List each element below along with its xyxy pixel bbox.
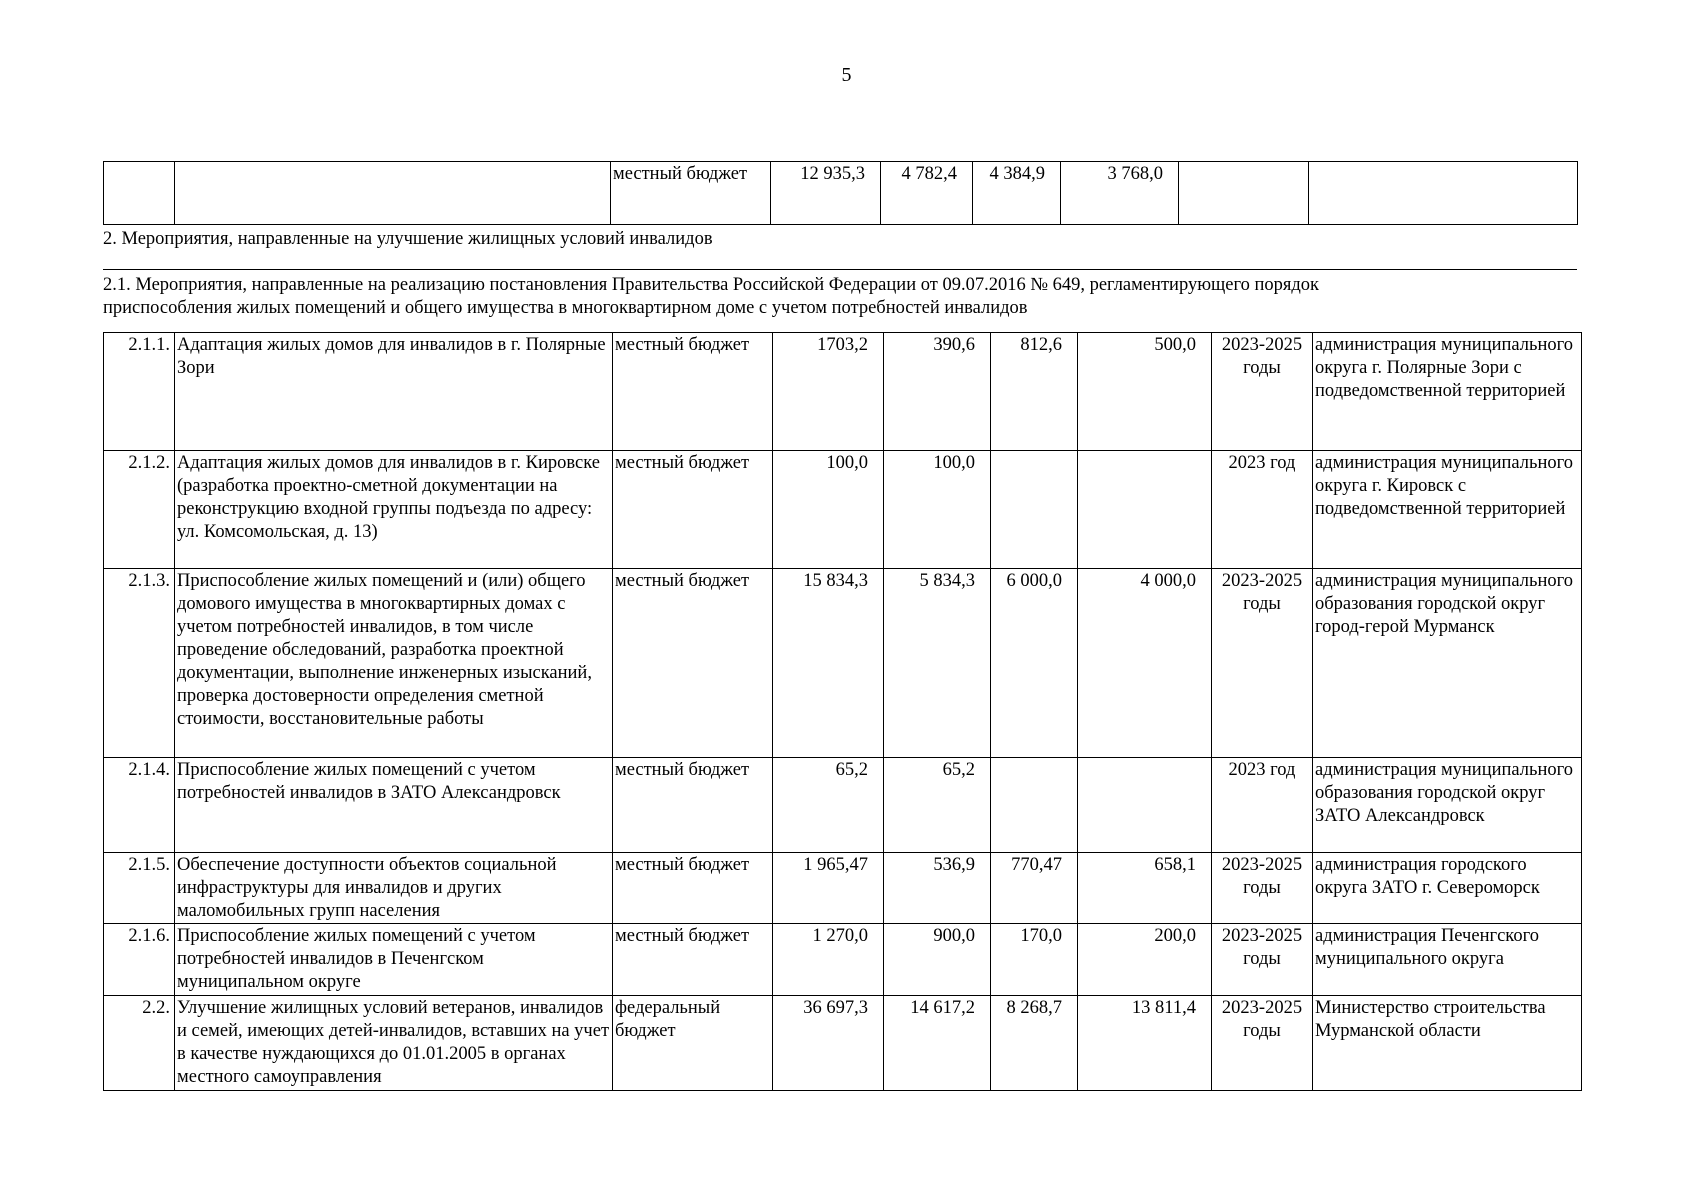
executor: администрация Печенгского муниципального округа bbox=[1313, 924, 1582, 996]
amount-2024 bbox=[991, 451, 1078, 569]
amount-2024 bbox=[991, 758, 1078, 853]
period: 2023-2025 годы bbox=[1212, 333, 1313, 451]
table-row bbox=[104, 451, 1582, 569]
executor bbox=[1309, 162, 1578, 225]
activity-name: Адаптация жилых домов для инвалидов в г. Полярные Зори bbox=[175, 333, 613, 451]
amount-2025: 658,1 bbox=[1078, 853, 1212, 924]
activity-name bbox=[175, 162, 611, 225]
executor: администрация муниципального округа г. Кировск с подведомственной территорией bbox=[1313, 451, 1582, 569]
row-number: 2.1.1. bbox=[104, 333, 175, 451]
table-row bbox=[104, 924, 1582, 996]
row-number: 2.1.6. bbox=[104, 924, 175, 996]
amount-2025: 200,0 bbox=[1078, 924, 1212, 996]
amount-2023: 536,9 bbox=[884, 853, 991, 924]
period: 2023 год bbox=[1212, 451, 1313, 569]
executor: администрация муниципального образования городской округ ЗАТО Александровск bbox=[1313, 758, 1582, 853]
activity-name: Обеспечение доступности объектов социальной инфраструктуры для инвалидов и других маломобильных групп населения bbox=[175, 853, 613, 924]
total-amount: 36 697,3 bbox=[773, 996, 884, 1091]
activity-name: Приспособление жилых помещений и (или) общего домового имущества в многоквартирных домах с учетом потребностей инвалидов, в том числе проведение обследований, разработка проектной документации, выполнение инженерных изысканий, проверка достоверности определения сметной стоимости, восстановительные работы bbox=[175, 569, 613, 758]
period: 2023-2025 годы bbox=[1212, 853, 1313, 924]
amount-2023: 5 834,3 bbox=[884, 569, 991, 758]
funding-source: местный бюджет bbox=[613, 569, 773, 758]
table-row bbox=[104, 996, 1582, 1091]
amount-2025: 4 000,0 bbox=[1078, 569, 1212, 758]
period bbox=[1179, 162, 1309, 225]
amount-2024: 170,0 bbox=[991, 924, 1078, 996]
amount-2025: 3 768,0 bbox=[1061, 162, 1179, 225]
section-2-title: 2. Мероприятия, направленные на улучшение жилищных условий инвалидов bbox=[103, 229, 713, 249]
funding-source: местный бюджет bbox=[613, 924, 773, 996]
total-amount: 65,2 bbox=[773, 758, 884, 853]
table-row bbox=[104, 758, 1582, 853]
total-amount: 1 270,0 bbox=[773, 924, 884, 996]
activity-name: Улучшение жилищных условий ветеранов, инвалидов и семей, имеющих детей-инвалидов, вставших на учет в качестве нуждающихся до 01.01.2005 в органах местного самоуправления bbox=[175, 996, 613, 1091]
row-number: 2.1.5. bbox=[104, 853, 175, 924]
total-amount: 1703,2 bbox=[773, 333, 884, 451]
funding-source: местный бюджет bbox=[613, 333, 773, 451]
amount-2023: 390,6 bbox=[884, 333, 991, 451]
row-number: 2.1.2. bbox=[104, 451, 175, 569]
amount-2025 bbox=[1078, 758, 1212, 853]
period: 2023 год bbox=[1212, 758, 1313, 853]
amount-2023: 100,0 bbox=[884, 451, 991, 569]
table-row bbox=[104, 162, 1578, 225]
executor: администрация городского округа ЗАТО г. Североморск bbox=[1313, 853, 1582, 924]
row-number: 2.1.4. bbox=[104, 758, 175, 853]
activities-table bbox=[103, 332, 1582, 1091]
funding-source: местный бюджет bbox=[613, 451, 773, 569]
total-amount: 1 965,47 bbox=[773, 853, 884, 924]
total-amount: 100,0 bbox=[773, 451, 884, 569]
divider bbox=[103, 269, 1577, 270]
page-number: 5 bbox=[841, 64, 852, 86]
activity-name: Приспособление жилых помещений с учетом потребностей инвалидов в Печенгском муниципальном округе bbox=[175, 924, 613, 996]
row-number bbox=[104, 162, 175, 225]
section-21-title-line2: приспособления жилых помещений и общего имущества в многоквартирном доме с учетом потребностей инвалидов bbox=[103, 298, 1028, 318]
amount-2024: 812,6 bbox=[991, 333, 1078, 451]
section-21-title-line1: 2.1. Мероприятия, направленные на реализацию постановления Правительства Российской Федерации от 09.07.2016 № 649, регламентирующего порядок bbox=[103, 275, 1320, 295]
top-continuation-table bbox=[103, 161, 1578, 225]
amount-2023: 900,0 bbox=[884, 924, 991, 996]
amount-2024: 6 000,0 bbox=[991, 569, 1078, 758]
amount-2025 bbox=[1078, 451, 1212, 569]
amount-2025: 500,0 bbox=[1078, 333, 1212, 451]
row-number: 2.1.3. bbox=[104, 569, 175, 758]
period: 2023-2025 годы bbox=[1212, 924, 1313, 996]
amount-2024: 8 268,7 bbox=[991, 996, 1078, 1091]
amount-2024: 4 384,9 bbox=[973, 162, 1061, 225]
executor: администрация муниципального округа г. Полярные Зори с подведомственной территорией bbox=[1313, 333, 1582, 451]
activity-name: Адаптация жилых домов для инвалидов в г. Кировске (разработка проектно-сметной документации на реконструкцию входной группы подъезда по адресу: ул. Комсомольская, д. 13) bbox=[175, 451, 613, 569]
executor: Министерство строительства Мурманской области bbox=[1313, 996, 1582, 1091]
activity-name: Приспособление жилых помещений с учетом потребностей инвалидов в ЗАТО Александровск bbox=[175, 758, 613, 853]
period: 2023-2025 годы bbox=[1212, 569, 1313, 758]
amount-2024: 770,47 bbox=[991, 853, 1078, 924]
funding-source: местный бюджет bbox=[613, 758, 773, 853]
funding-source: местный бюджет bbox=[611, 162, 771, 225]
table-row bbox=[104, 853, 1582, 924]
table-row bbox=[104, 333, 1582, 451]
funding-source: федеральный бюджет bbox=[613, 996, 773, 1091]
row-number: 2.2. bbox=[104, 996, 175, 1091]
amount-2025: 13 811,4 bbox=[1078, 996, 1212, 1091]
total-amount: 15 834,3 bbox=[773, 569, 884, 758]
funding-source: местный бюджет bbox=[613, 853, 773, 924]
executor: администрация муниципального образования городской округ город-герой Мурманск bbox=[1313, 569, 1582, 758]
total-amount: 12 935,3 bbox=[771, 162, 881, 225]
period: 2023-2025 годы bbox=[1212, 996, 1313, 1091]
amount-2023: 65,2 bbox=[884, 758, 991, 853]
amount-2023: 14 617,2 bbox=[884, 996, 991, 1091]
amount-2023: 4 782,4 bbox=[881, 162, 973, 225]
table-row bbox=[104, 569, 1582, 758]
